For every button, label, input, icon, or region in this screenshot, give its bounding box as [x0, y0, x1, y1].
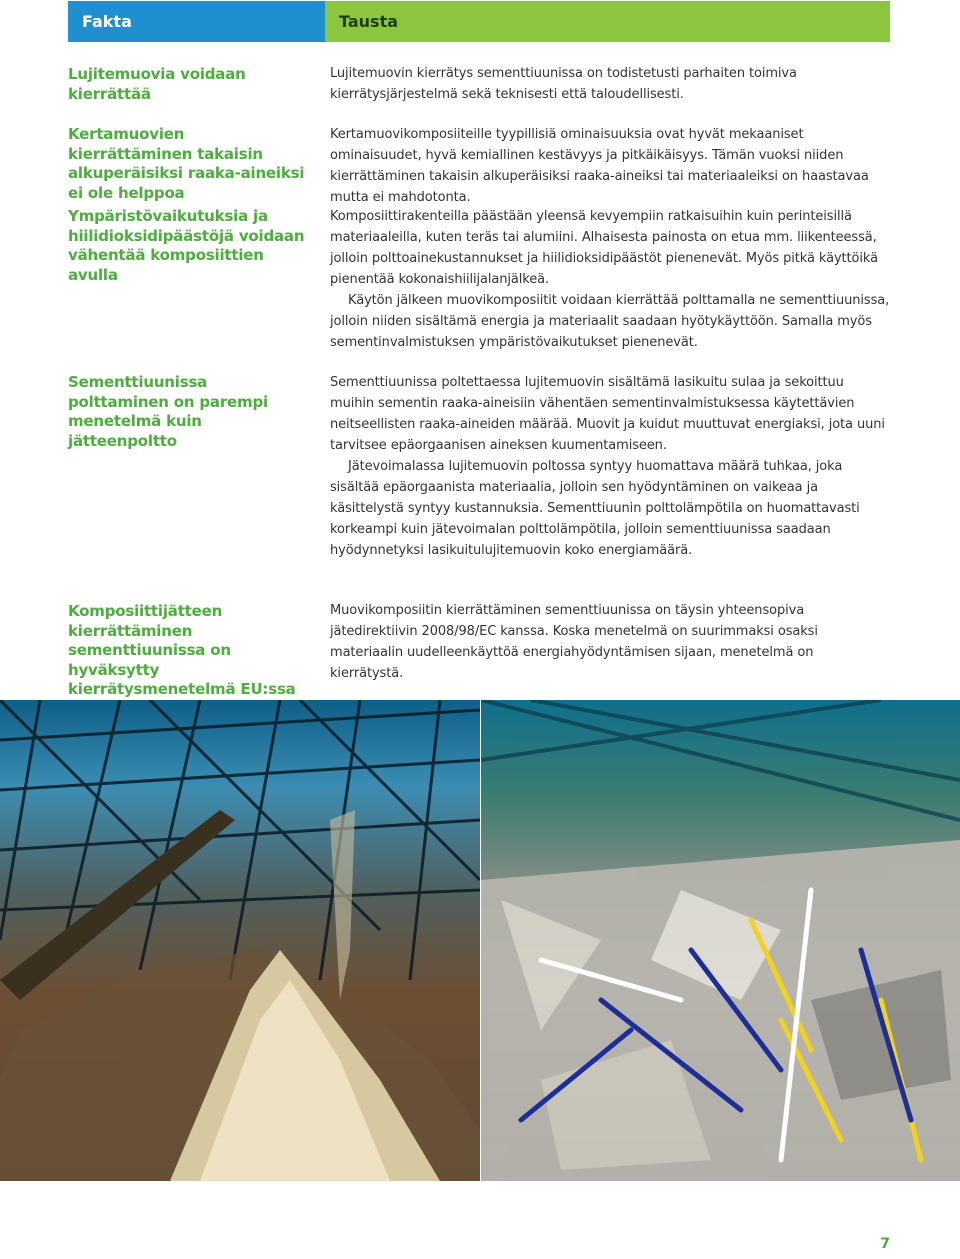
header-fakta-label: Fakta	[82, 12, 132, 31]
photo-strip	[0, 700, 960, 1181]
paragraph: Kertamuovikomposiiteille tyypillisiä ominaisuuksia ovat hyvät mekaaniset ominaisuudet, hyvä kemiallinen kestävyys ja pitkäikäisyys. Tämän vuoksi niiden kierrättäminen takaisin alkuperäisiksi raaka-aineiksi tai materiaaleiksi on haastavaa mutta ei mahdotonta.	[330, 127, 869, 205]
paragraph: Komposiittirakenteilla päästään yleensä kevyempiin ratkaisuihin kuin perinteisillä materiaaleilla, kuten teräs tai alumiini. Alhaisesta painosta on etua mm. liikenteessä, jolloin polttoainekustannukset ja hiilidioksidipäästöt pienenevät. Myös pitkä käyttöikä pienentää kokonaishiilijalanjälkeä. Käytön jälkeen muovikomposiitit voidaan kierrättää polttamalla ne sementtiuunissa, jolloin niiden sisältämä energia ja materiaalit saadaan hyötykäyttöön. Samalla myös sementinvalmistuksen ympäristövaikutukset pienenevät.	[330, 209, 890, 350]
fact-heading: Komposiittijätteen kierrättäminen sementtiuunissa on hyväksytty kierrätysmenetelmä EU:ssa	[68, 602, 296, 698]
paragraph: Muovikomposiitin kierrättäminen sementtiuunissa on täysin yhteensopiva jätedirektiivin 2008/98/EC kanssa. Koska menetelmä on suurimmaksi osaksi materiaalin uudelleenkäyttöä energiahyödyntämisen sijaan, menetelmä on kierrätystä.	[330, 603, 818, 681]
fact-heading: Lujitemuovia voidaan kierrättää	[68, 65, 246, 103]
fact-heading: Ympäristövaikutuksia ja hiilidioksidipäästöjä voidaan vähentää komposiittien avulla	[68, 207, 305, 284]
paragraph: Lujitemuovin kierrätys sementtiuunissa on todistetusti parhaiten toimiva kierrätysjärjestelmä sekä teknisesti että taloudellisesti.	[330, 66, 797, 102]
warehouse-roof-photo	[0, 700, 480, 1181]
header-tausta-label: Tausta	[339, 12, 399, 31]
fact-heading: Kertamuovien kierrättäminen takaisin alkuperäisiksi raaka-aineiksi ei ole helppoa	[68, 125, 305, 202]
header-tausta	[325, 1, 890, 42]
photo-cement-kiln-pile	[0, 700, 480, 1181]
fact-heading: Sementtiuunissa polttaminen on parempi menetelmä kuin jätteenpoltto	[68, 373, 268, 450]
header-fakta	[68, 1, 325, 42]
shredded-composite-photo	[481, 700, 960, 1181]
page-number: 7	[880, 1236, 890, 1252]
photo-composite-waste	[481, 700, 960, 1181]
paragraph: Sementtiuunissa poltettaessa lujitemuovin sisältämä lasikuitu sulaa ja sekoittuu muihin sementin raaka-aineisiin vähentäen sementinvalmistuksessa käytettävien neitseellisten raaka-aineiden määrää. Muovit ja kuidut muuttuvat energiaksi, jota uuni tarvitsee epäorgaanisen aineksen kuumentamiseen. Jätevoimalassa lujitemuovin poltossa syntyy huomattava määrä tuhkaa, joka sisältää epäorgaanista materiaalia, jolloin sen hyödyntäminen on vaikeaa ja käsittelystä syntyy kustannuksia. Sementtiuunin polttolämpötila on huomattavasti korkeampi kuin jätevoimalan polttolämpötila, jolloin sementtiuunissa saadaan hyödynnetyksi lasikuitulujitemuovin koko energiamäärä.	[330, 375, 885, 558]
